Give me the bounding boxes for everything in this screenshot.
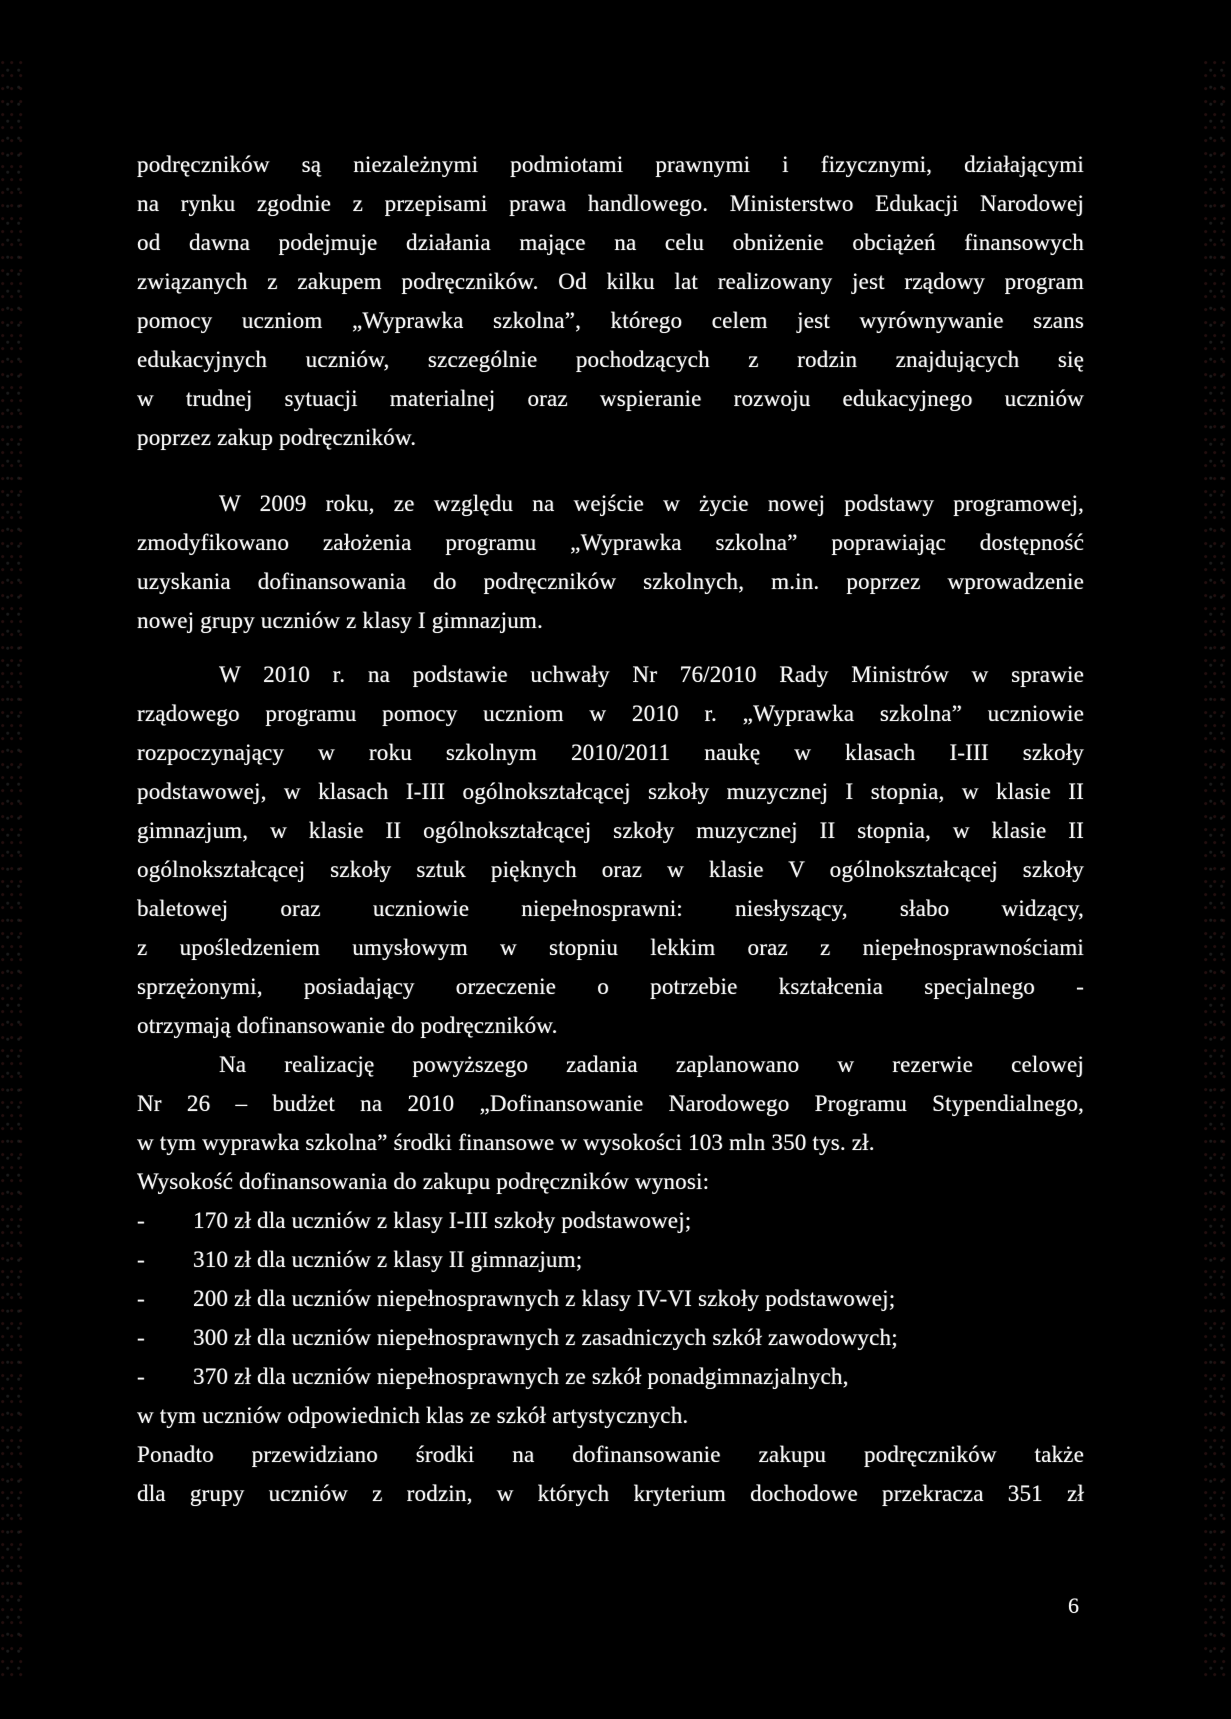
scan-noise-right [1203,60,1231,1680]
list-item-text: 300 zł dla uczniów niepełnosprawnych z zasadniczych szkół zawodowych; [193,1325,898,1350]
list-dash: - [137,1364,145,1389]
text-line: pomocy uczniom „Wyprawka szkolna”, którego celem jest wyrównywanie szans [137,308,1084,333]
text-line: podstawowej, w klasach I-III ogólnokształcącej szkoły muzycznej I stopnia, w klasie II [137,779,1084,804]
text-line: Nr 26 – budżet na 2010 „Dofinansowanie Narodowego Programu Stypendialnego, [137,1091,1084,1116]
text-line: podręczników są niezależnymi podmiotami prawnymi i fizycznymi, działającymi [137,152,1084,177]
list-item [137,1320,1084,1356]
text-line: rozpoczynający w roku szkolnym 2010/2011 naukę w klasach I-III szkoły [137,740,1084,765]
list-dash: - [137,1247,145,1272]
list-dash: - [137,1286,145,1311]
text-line: uzyskania dofinansowania do podręczników szkolnych, m.in. poprzez wprowadzenie [137,569,1084,594]
scan-noise-left [0,60,28,1680]
text-line: W 2010 r. na podstawie uchwały Nr 76/2010 Rady Ministrów w sprawie [219,662,1084,687]
text-line: z upośledzeniem umysłowym w stopniu lekkim oraz z niepełnosprawnościami [137,935,1084,960]
text-line: otrzymają dofinansowanie do podręczników. [137,1013,558,1038]
text-line: edukacyjnych uczniów, szczególnie pochodzących z rodzin znajdujących się [137,347,1084,372]
list-item-text: 200 zł dla uczniów niepełnosprawnych z klasy IV-VI szkoły podstawowej; [193,1286,896,1311]
list-item-text: 370 zł dla uczniów niepełnosprawnych ze szkół ponadgimnazjalnych, [193,1364,849,1389]
list-item [137,1281,1084,1317]
text-line: poprzez zakup podręczników. [137,425,417,450]
text-line: nowej grupy uczniów z klasy I gimnazjum. [137,608,543,633]
list-dash: - [137,1208,145,1233]
list-item [137,1359,1084,1395]
list-dash: - [137,1325,145,1350]
text-line: W 2009 roku, ze względu na wejście w życie nowej podstawy programowej, [219,491,1084,516]
text-line: w tym wyprawka szkolna” środki finansowe w wysokości 103 mln 350 tys. zł. [137,1130,875,1155]
list-item [137,1203,1084,1239]
text-line: zmodyfikowano założenia programu „Wyprawka szkolna” poprawiając dostępność [137,530,1084,555]
text-line: od dawna podejmuje działania mające na celu obniżenie obciążeń finansowych [137,230,1084,255]
text-line: rządowego programu pomocy uczniom w 2010 r. „Wyprawka szkolna” uczniowie [137,701,1084,726]
text-line: gimnazjum, w klasie II ogólnokształcącej szkoły muzycznej II stopnia, w klasie II [137,818,1084,843]
text-line: baletowej oraz uczniowie niepełnosprawni: niesłyszący, słabo widzący, [137,896,1084,921]
text-line: Ponadto przewidziano środki na dofinansowanie zakupu podręczników także [137,1442,1084,1467]
text-line: Wysokość dofinansowania do zakupu podręczników wynosi: [137,1169,710,1194]
text-line: związanych z zakupem podręczników. Od kilku lat realizowany jest rządowy program [137,269,1084,294]
page-number: 6 [1068,1593,1079,1618]
text-line: ogólnokształcącej szkoły sztuk pięknych oraz w klasie V ogólnokształcącej szkoły [137,857,1084,882]
text-line: w trudnej sytuacji materialnej oraz wspieranie rozwoju edukacyjnego uczniów [137,386,1084,411]
text-line: sprzężonymi, posiadający orzeczenie o potrzebie kształcenia specjalnego - [137,974,1084,999]
text-line: dla grupy uczniów z rodzin, w których kryterium dochodowe przekracza 351 zł [137,1481,1084,1506]
text-line: na rynku zgodnie z przepisami prawa handlowego. Ministerstwo Edukacji Narodowej [137,191,1084,216]
list-item-text: 170 zł dla uczniów z klasy I-III szkoły podstawowej; [193,1208,692,1233]
list-item-text: 310 zł dla uczniów z klasy II gimnazjum; [193,1247,583,1272]
text-line: w tym uczniów odpowiednich klas ze szkół artystycznych. [137,1403,689,1428]
list-item [137,1242,1084,1278]
text-line: Na realizację powyższego zadania zaplanowano w rezerwie celowej [219,1052,1084,1077]
